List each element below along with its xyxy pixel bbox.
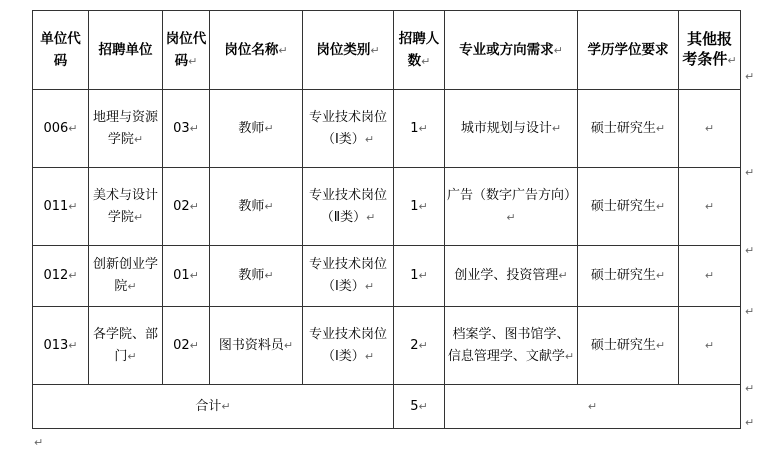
row-end-mark: ↵ [745, 70, 755, 83]
cell-unit-name: 各学院、部门↵ [89, 307, 163, 385]
cell-headcount: 2↵ [394, 307, 445, 385]
cell-unit-code: 011↵ [33, 168, 89, 246]
cell-post-name: 教师↵ [210, 90, 303, 168]
total-count: 5↵ [394, 385, 445, 429]
cell-post-code: 02↵ [163, 307, 210, 385]
total-label: 合计↵ [33, 385, 394, 429]
cell-headcount: 1↵ [394, 246, 445, 307]
row-end-mark: ↵ [745, 244, 755, 257]
cell-headcount: 1↵ [394, 90, 445, 168]
total-remainder: ↵ [445, 385, 741, 429]
cell-unit-name: 地理与资源学院↵ [89, 90, 163, 168]
header-headcount: 招聘人数↵ [394, 11, 445, 90]
cell-other: ↵ [679, 307, 741, 385]
header-unit-code: 单位代码 [33, 11, 89, 90]
header-post-category: 岗位类别↵ [303, 11, 394, 90]
cell-unit-name: 美术与设计学院↵ [89, 168, 163, 246]
total-row [33, 385, 741, 429]
cell-other: ↵ [679, 246, 741, 307]
header-post-name: 岗位名称↵ [210, 11, 303, 90]
row-end-mark: ↵ [745, 305, 755, 318]
cell-post-code: 02↵ [163, 168, 210, 246]
paragraph-end-mark: ↵ [34, 436, 44, 449]
recruitment-table [32, 10, 741, 429]
cell-degree: 硕士研究生↵ [578, 246, 679, 307]
cell-unit-code: 013↵ [33, 307, 89, 385]
cell-unit-code: 012↵ [33, 246, 89, 307]
cell-degree: 硕士研究生↵ [578, 168, 679, 246]
cell-post-code: 01↵ [163, 246, 210, 307]
cell-post-code: 03↵ [163, 90, 210, 168]
cell-other: ↵ [679, 168, 741, 246]
table-row [33, 90, 741, 168]
cell-major: 广告（数字广告方向）↵ [445, 168, 578, 246]
cell-post-category: 专业技术岗位（Ⅱ类）↵ [303, 168, 394, 246]
cell-post-category: 专业技术岗位（Ⅰ类）↵ [303, 246, 394, 307]
cell-major: 创业学、投资管理↵ [445, 246, 578, 307]
cell-major: 城市规划与设计↵ [445, 90, 578, 168]
cell-unit-code: 006↵ [33, 90, 89, 168]
table-row [33, 246, 741, 307]
table-row [33, 168, 741, 246]
cell-degree: 硕士研究生↵ [578, 90, 679, 168]
header-row [33, 11, 741, 90]
cell-major: 档案学、图书馆学、信息管理学、文献学↵ [445, 307, 578, 385]
cell-other: ↵ [679, 90, 741, 168]
cell-post-category: 专业技术岗位（Ⅰ类）↵ [303, 90, 394, 168]
header-unit-name: 招聘单位 [89, 11, 163, 90]
cell-degree: 硕士研究生↵ [578, 307, 679, 385]
row-end-mark: ↵ [745, 416, 755, 429]
row-end-mark: ↵ [745, 382, 755, 395]
cell-unit-name: 创新创业学院↵ [89, 246, 163, 307]
cell-post-name: 图书资料员↵ [210, 307, 303, 385]
header-other-conditions: 其他报考条件↵ [679, 11, 741, 90]
header-post-code: 岗位代码↵ [163, 11, 210, 90]
cell-post-category: 专业技术岗位（Ⅰ类）↵ [303, 307, 394, 385]
cell-post-name: 教师↵ [210, 168, 303, 246]
cell-post-name: 教师↵ [210, 246, 303, 307]
table-row [33, 307, 741, 385]
cell-headcount: 1↵ [394, 168, 445, 246]
header-major: 专业或方向需求↵ [445, 11, 578, 90]
row-end-mark: ↵ [745, 166, 755, 179]
header-degree: 学历学位要求 [578, 11, 679, 90]
